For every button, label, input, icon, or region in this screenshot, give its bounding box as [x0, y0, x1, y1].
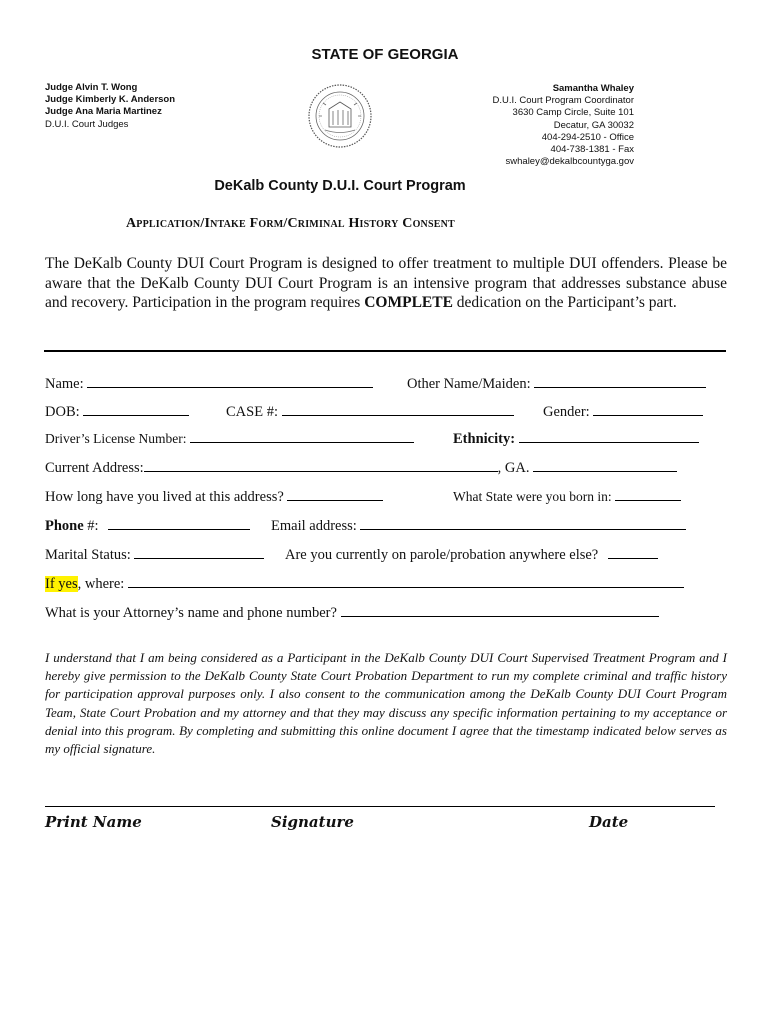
- gender-field[interactable]: [543, 401, 703, 421]
- marital-status-label: Marital Status:: [45, 547, 131, 563]
- parole-blank[interactable]: [608, 544, 658, 559]
- section-divider: [44, 350, 726, 352]
- signature-caption: Signature: [271, 813, 354, 831]
- address-blank[interactable]: [144, 457, 498, 472]
- address-zip-blank[interactable]: [533, 457, 677, 472]
- intro-emphasis: COMPLETE: [364, 294, 453, 311]
- ethnicity-label: Ethnicity:: [453, 431, 516, 447]
- intro-text: The DeKalb County DUI Court Program is designed to offer treatment to multiple DUI offenders. Please be aware that the DeKalb County DUI Court Program is an intensive program that addresses substance abuse and recovery. Participation in the program requires: [45, 255, 727, 311]
- if-yes-highlight: If yes: [45, 576, 78, 592]
- coordinator-title: D.U.I. Court Program Coordinator: [492, 95, 634, 107]
- phone-field[interactable]: [45, 515, 250, 535]
- print-name-caption: Print Name: [45, 813, 142, 831]
- phone-blank[interactable]: [108, 515, 250, 530]
- birth-state-field[interactable]: [453, 486, 681, 506]
- gender-label: Gender:: [543, 404, 590, 420]
- intro-text-end: dedication on the Participant’s part.: [452, 294, 677, 311]
- coordinator-email: swhaley@dekalbcountyga.gov: [505, 156, 634, 168]
- judge-name: Judge Kimberly K. Anderson: [45, 94, 176, 106]
- parole-where-blank[interactable]: [128, 573, 684, 588]
- gender-blank[interactable]: [593, 401, 703, 416]
- program-title: DeKalb County D.U.I. Court Program: [214, 178, 466, 194]
- residence-duration-blank[interactable]: [287, 486, 383, 501]
- name-blank[interactable]: [87, 373, 373, 388]
- ethnicity-blank[interactable]: [519, 428, 699, 443]
- email-field[interactable]: [271, 515, 686, 535]
- license-field[interactable]: [45, 428, 414, 448]
- phone-label-suffix: #:: [83, 518, 99, 534]
- signature-line[interactable]: [45, 806, 715, 807]
- judge-name: Judge Ana Maria Martinez: [45, 106, 162, 118]
- coordinator-fax: 404-738-1381 - Fax: [550, 144, 634, 156]
- consent-statement: I understand that I am being considered as a Participant in the DeKalb County DUI Court Supervised Treatment Program and I hereby give permission to the DeKalb County State Court Probation Department to run my complete criminal and traffic history for participation approval purposes only. I also consent to the communication among the DeKalb County DUI Court Program Team, State Court Probation and my attorney and that they may discuss any specific information pertaining to my acceptance or denial into this program. By completing and submitting this online document I agree that the timestamp indicated below serves as my official signature.: [45, 650, 727, 757]
- residence-duration-field[interactable]: [45, 486, 383, 506]
- address-label: Current Address:: [45, 460, 144, 476]
- other-name-label: Other Name/Maiden:: [407, 376, 531, 392]
- name-field[interactable]: [45, 373, 373, 393]
- marital-status-field[interactable]: [45, 544, 264, 564]
- ethnicity-field[interactable]: [453, 428, 699, 448]
- phone-label: Phone: [45, 518, 84, 534]
- where-label: , where:: [77, 576, 125, 592]
- judges-block: [45, 82, 175, 131]
- parole-field[interactable]: [285, 544, 658, 564]
- coordinator-name: Samantha Whaley: [552, 83, 634, 94]
- state-title: STATE OF GEORGIA: [311, 46, 459, 63]
- email-label: Email address:: [271, 518, 357, 534]
- birth-state-label: What State were you born in:: [453, 489, 612, 504]
- dob-blank[interactable]: [83, 401, 189, 416]
- address-state-suffix: , GA.: [497, 460, 530, 476]
- coordinator-address-line2: Decatur, GA 30032: [553, 119, 634, 131]
- case-blank[interactable]: [282, 401, 514, 416]
- attorney-field[interactable]: [45, 602, 659, 622]
- coordinator-address-line1: 3630 Camp Circle, Suite 101: [512, 107, 634, 119]
- license-label: Driver’s License Number:: [45, 431, 187, 446]
- other-name-blank[interactable]: [534, 373, 706, 388]
- marital-status-blank[interactable]: [134, 544, 264, 559]
- judge-name: Judge Alvin T. Wong: [45, 82, 138, 93]
- parole-where-field[interactable]: [45, 573, 684, 593]
- judges-caption: D.U.I. Court Judges: [45, 118, 129, 130]
- coordinator-contact: [493, 83, 635, 168]
- birth-state-blank[interactable]: [615, 486, 681, 501]
- attorney-label: What is your Attorney’s name and phone number?: [45, 605, 337, 621]
- dob-label: DOB:: [45, 404, 80, 420]
- residence-duration-label: How long have you lived at this address?: [45, 489, 284, 505]
- address-field[interactable]: [45, 457, 677, 477]
- name-label: Name:: [45, 376, 84, 392]
- license-blank[interactable]: [190, 428, 414, 443]
- intro-paragraph: [45, 254, 727, 313]
- form-title: Application/Intake Form/Criminal History Consent: [126, 216, 455, 231]
- dob-field[interactable]: [45, 401, 189, 421]
- parole-label: Are you currently on parole/probation anywhere else?: [285, 547, 599, 563]
- other-name-field[interactable]: [407, 373, 706, 393]
- coordinator-office-phone: 404-294-2510 - Office: [541, 131, 634, 143]
- case-field[interactable]: [226, 401, 514, 421]
- date-caption: Date: [589, 813, 629, 831]
- case-label: CASE #:: [226, 404, 278, 420]
- county-seal-icon: [307, 83, 373, 149]
- email-blank[interactable]: [360, 515, 686, 530]
- attorney-blank[interactable]: [341, 602, 659, 617]
